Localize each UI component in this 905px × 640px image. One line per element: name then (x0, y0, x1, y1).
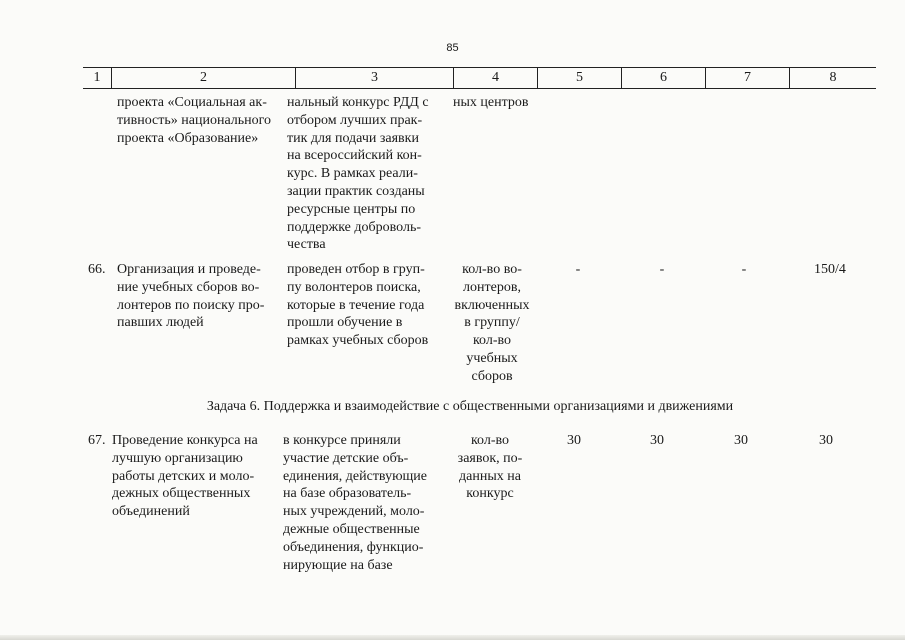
row66-col6-value: - (659, 262, 665, 277)
cont-col3-text: нальный конкурс РДД с отбором лучших прак- тик для подачи заявки на всероссийский кон- курс. В рамках реали- зации практик созданы ресурсные центры по поддержке доброволь- чества (287, 95, 429, 253)
row66-number: 66. (88, 262, 106, 277)
row66-col7-value: - (741, 262, 747, 277)
header-cell-8: 8 (789, 68, 876, 88)
header-cell-2: 2 (111, 68, 295, 88)
header-cell-1: 1 (93, 70, 101, 85)
cont-col4-text: ных центров (453, 95, 529, 110)
cont-col2-text: проекта «Социальная ак- тивность» национального проекта «Образование» (117, 95, 272, 146)
row67-col5-value: 30 (567, 433, 581, 448)
row66-col5-value: - (575, 262, 581, 277)
row66-col2-text: Организация и проведе- ние учебных сборов во- лонтеров по поиску про- павших людей (117, 262, 265, 331)
page-number: 85 (446, 42, 459, 54)
table-header-row (83, 67, 876, 89)
row67-col7-value: 30 (734, 433, 748, 448)
header-cell-5: 5 (537, 68, 621, 88)
scan-edge (0, 635, 905, 640)
row67-col4-text: кол-во заявок, по- данных на конкурс (457, 433, 523, 502)
row67-col3-text: в конкурсе приняли участие детские объ- единения, действующие на базе образователь- ных учреждений, моло- дежные общественные объединения, функцио- нирующие на базе (283, 433, 428, 573)
row66-col4-text: кол-во во- лонтеров, включенных в группу/ кол-во учебных сборов (454, 262, 530, 384)
row67-col2-text: Проведение конкурса на лучшую организацию работы детских и моло- дежных общественных объединений (112, 433, 258, 520)
header-cell-3: 3 (295, 68, 453, 88)
row67-col8-value: 30 (819, 433, 833, 448)
row66-col3-text: проведен отбор в груп- пу волонтеров поиска, которые в течение года прошли обучение в рамках учебных сборов (287, 262, 429, 349)
header-cell-4: 4 (453, 68, 537, 88)
task-heading: Задача 6. Поддержка и взаимодействие с общественными организациями и движениями (206, 399, 734, 414)
row67-col6-value: 30 (650, 433, 664, 448)
header-cell-7: 7 (705, 68, 789, 88)
header-cell-6: 6 (621, 68, 705, 88)
row66-col8-value: 150/4 (814, 262, 846, 277)
row67-number: 67. (88, 433, 106, 448)
